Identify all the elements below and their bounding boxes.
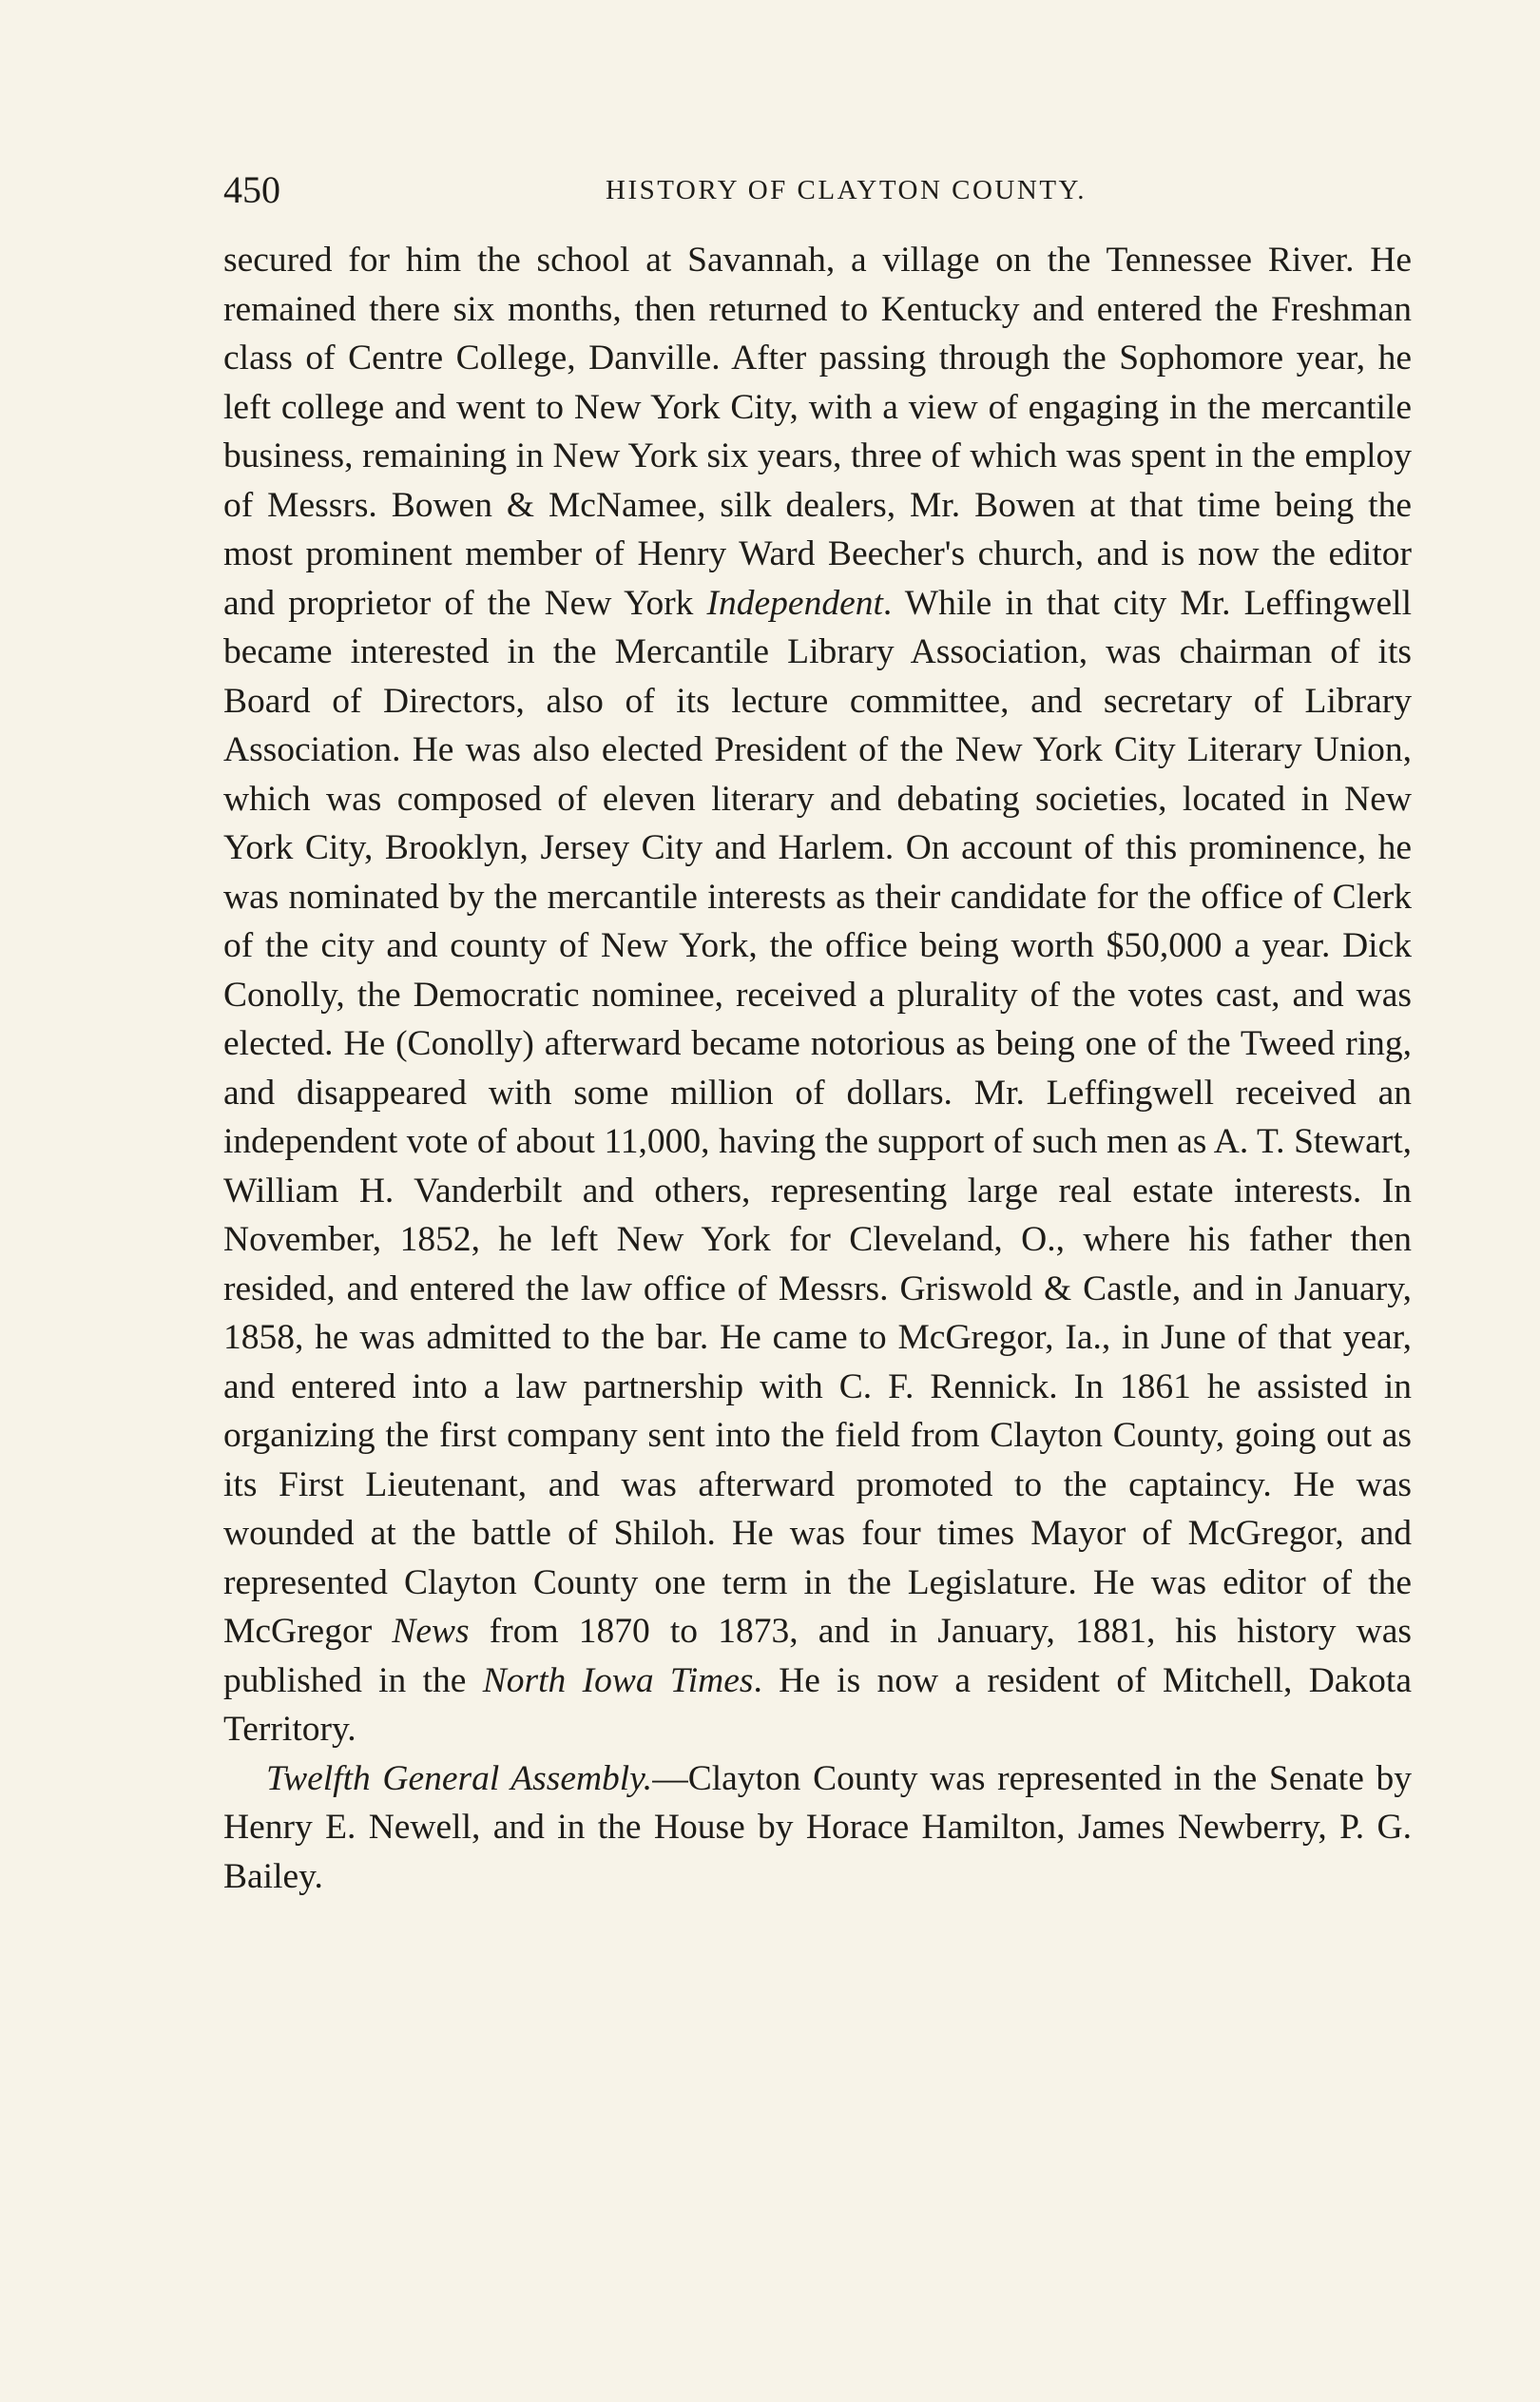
running-head: HISTORY OF CLAYTON COUNTY. (606, 175, 1087, 205)
paragraph: secured for him the school at Savannah, a village on the Tennessee River. He remained there six months, then returned to Kentucky and entered the Freshman class of Centre College, Danville. After passing through the Sophomore year, he left college and went to New York City, with a view of engaging in the mercantile business, remaining in New York six years, three of which was spent in the employ of Messrs. Bowen & McNamee, silk dealers, Mr. Bowen at that time being the most prominent member of Henry Ward Beecher's church, and is now the editor and proprietor of the New York Independent. While in that city Mr. Leffingwell became interested in the Mercantile Library Association, was chairman of its Board of Directors, also of its lecture committee, and secretary of Library Association. He was also elected President of the New York City Literary Union, which was composed of eleven literary and debating societies, located in New York City, Brooklyn, Jersey City and Harlem. On account of this prominence, he was nominated by the mercantile interests as their candidate for the office of Clerk of the city and county of New York, the office being worth $50,000 a year. Dick Conolly, the Democratic nominee, received a plurality of the votes cast, and was elected. He (Conolly) afterward became notorious as being one of the Tweed ring, and disappeared with some million of dollars. Mr. Leffingwell received an independent vote of about 11,000, having the support of such men as A. T. Stewart, William H. Vanderbilt and others, representing large real estate interests. In November, 1852, he left New York for Cleveland, O., where his father then resided, and entered the law office of Messrs. Griswold & Castle, and in January, 1858, he was admitted to the bar. He came to McGregor, Ia., in June of that year, and entered into a law partnership with C. F. Rennick. In 1861 he assisted in organizing the first company sent into the field from Clayton County, going out as its First Lieutenant, and was afterward promoted to the captaincy. He was wounded at the battle of Shiloh. He was four times Mayor of McGregor, and represented Clayton County one term in the Legislature. He was editor of the McGregor News from 1870 to 1873, and in January, 1881, his history was published in the North Iowa Times. He is now a resident of Mitchell, Dakota Territory. (223, 241, 1412, 1749)
page-header (223, 164, 1412, 217)
italic-title: Independent (706, 583, 883, 623)
italic-title: North Iowa Times (482, 1660, 754, 1700)
page-number: 450 (223, 168, 280, 211)
body-text (223, 236, 1412, 1901)
italic-title: News (392, 1612, 470, 1651)
paragraph: Twelfth General Assembly.—Clayton County was represented in the Senate by Henry E. Newell, and in the House by Horace Hamilton, James Newberry, P. G. Bailey. (223, 1758, 1412, 1896)
section-heading: Twelfth General Assembly. (266, 1758, 653, 1798)
